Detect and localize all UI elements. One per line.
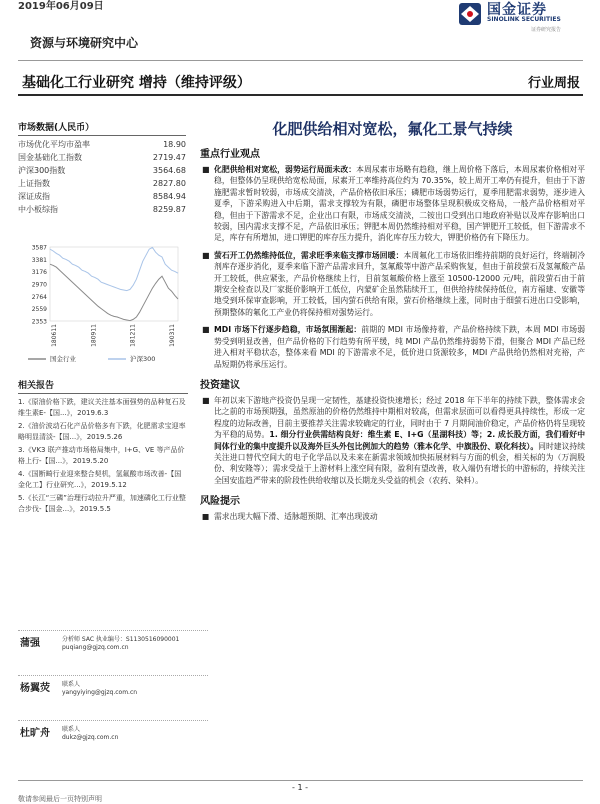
market-data-panel bbox=[18, 120, 186, 216]
market-data-value: 2827.80 bbox=[152, 179, 186, 188]
analyst-entry bbox=[18, 630, 208, 675]
x-tick-label: 190311 bbox=[169, 324, 176, 347]
paragraph-investment bbox=[200, 395, 585, 486]
market-data-label: 国金基础化工指数 bbox=[18, 153, 82, 162]
market-data-row bbox=[18, 203, 186, 216]
report-title: 基础化工行业研究 增持（维持评级） bbox=[22, 75, 251, 91]
y-tick-label: 2353 bbox=[31, 318, 47, 326]
paragraph-lead: MDI 市场下行逐步趋稳，市场氛围渐起： bbox=[214, 325, 362, 335]
market-data-row bbox=[18, 177, 186, 190]
legend-label: 沪深300 bbox=[130, 355, 156, 363]
bullet-icon: ■ bbox=[202, 512, 210, 522]
header-divider bbox=[18, 60, 583, 61]
analyst-email[interactable]: puqiang@gjzq.com.cn bbox=[62, 644, 129, 651]
article-title: 化肥供给相对宽松，氟化工景气持续 bbox=[272, 120, 513, 138]
y-tick-label: 3176 bbox=[31, 269, 47, 277]
related-reports-heading: 相关报告 bbox=[18, 378, 188, 394]
market-data-row bbox=[18, 190, 186, 203]
related-reports bbox=[18, 378, 188, 517]
risk-text: 需求出现大幅下滑、适脉超预期、汇率出现波动 bbox=[214, 512, 378, 522]
market-data-label: 深证成指 bbox=[18, 192, 50, 201]
report-date: 2019年06月09日 bbox=[18, 1, 104, 12]
index-line-chart bbox=[18, 243, 188, 368]
section-heading: 重点行业观点 bbox=[200, 149, 260, 160]
market-data-value: 2719.47 bbox=[152, 153, 186, 162]
disclaimer: 敬请参阅最后一页特别声明 bbox=[18, 795, 102, 803]
plot-frame bbox=[50, 247, 178, 321]
market-data-value: 8259.87 bbox=[152, 205, 186, 214]
market-data-row bbox=[18, 138, 186, 151]
market-data-label: 沪深300指数 bbox=[18, 166, 66, 175]
logo-cn: 国金证券 bbox=[487, 2, 547, 18]
x-tick-label: 180611 bbox=[51, 324, 58, 347]
market-data-label: 中小板综指 bbox=[18, 205, 58, 214]
market-data-row bbox=[18, 151, 186, 164]
department: 资源与环境研究中心 bbox=[30, 36, 139, 50]
related-report-item[interactable]: 5.《长江“三磷”治理行动拉升严重，加速磷化工行业整合步伐-【国金...》，2019.5.5 bbox=[18, 494, 186, 513]
paragraph-fluorite bbox=[200, 250, 585, 318]
main-content bbox=[200, 118, 585, 522]
company-logo bbox=[455, 0, 585, 40]
paragraph-body: 本周尿素市场略有趋稳，继上周价格下落后，本周尿素价格相对平稳，但整体仍呈现供给宽松局面，尿素开工率维持高位约为 70.35%，较上周开工率仍有提升，但由于下游施肥需求暂时较弱，市场成交清淡，产品价格依旧承压；磷肥市场弱势运行，夏季用肥需求弱势，逐步进入夏季，下游采购进入中后期，需求支撑较为有限，磷肥市场整体呈现积极成交格局，一般产品价格相对平稳，但由于下游需求不足，企业出口有限，市场成交清淡，二铵出口受到出口地政府补贴以及库存影响出口较弱，国内需求支撑不足，产品依旧承压；钾肥本周仍然维持相对平稳，国产钾肥开工较低，但下游需求不足，库存有所增加，进口钾肥的库存压力提升，消化库存压力较大，钾肥价格仍有下降压力。 bbox=[214, 165, 585, 243]
related-report-item[interactable]: 2.《油价波动石化产品价格多有下跌，化肥需求宝迎率略明显清淡-【国...》，2019.5.26 bbox=[18, 422, 186, 441]
paragraph-highlight: 1. 细分行业供需结构良好：维生素 E、I+G（星湖科技）等；2. 成长股方面，我们看好中间体行业的集中度提升以及海外巨头外包比例加大的趋势（雅本化学、中旗股份、联化科技）。 bbox=[214, 430, 586, 451]
series-line-0 bbox=[50, 264, 178, 320]
related-report-item[interactable]: 1.《原油价格下跌，建议关注基本面强势的品种复石及维生素E-【国...》，2019.6.3 bbox=[18, 398, 186, 417]
related-report-item[interactable]: 3.《VK3 联产推动市场格局集中，I+G、VE 等产品价格上行-【国...》，2019.5.20 bbox=[18, 446, 185, 465]
logo-sub: 证券研究报告 bbox=[531, 27, 562, 33]
related-report-item[interactable]: 4.《国断畸行业迎来整合契机，氢氟酸市场改善-【国金化工】行业研究...》，2019.5.12 bbox=[18, 470, 182, 489]
y-tick-label: 2764 bbox=[31, 293, 47, 301]
x-tick-label: 181211 bbox=[129, 324, 137, 347]
bullet-icon: ■ bbox=[202, 165, 210, 174]
analyst-entry bbox=[18, 720, 208, 765]
analyst-role: 联系人 bbox=[62, 681, 81, 688]
analyst-entry bbox=[18, 675, 208, 720]
bullet-icon: ■ bbox=[202, 250, 210, 260]
legend-label: 国金行业 bbox=[50, 355, 76, 363]
analyst-role: 联系人 bbox=[62, 726, 81, 733]
x-tick-label: 180911 bbox=[90, 324, 98, 347]
y-tick-label: 3587 bbox=[31, 244, 47, 252]
bullet-icon: ■ bbox=[202, 395, 210, 405]
y-tick-label: 3381 bbox=[31, 256, 47, 264]
market-data-heading: 市场数据(人民币） bbox=[18, 120, 186, 136]
analyst-email[interactable]: dukz@gjzq.com.cn bbox=[62, 734, 119, 741]
section-heading: 风险提示 bbox=[200, 496, 240, 508]
bullet-icon: ■ bbox=[202, 325, 210, 335]
section-heading: 投资建议 bbox=[200, 379, 240, 391]
market-data-value: 8584.94 bbox=[152, 192, 186, 201]
paragraph-body: 年初以来下游地产投资仍呈现一定韧性，基建投资快速增长；经过 2018 年下半年的持续下跌，整体需求会比之前的市场预期强，虽然原油的价格仍然维持中期相对较高，但需求层面可以看得更具持续性，形成一定程度的边际改善，目前主要推荐关注需求较确定的行业，同时由于 7 月期间油价稳定，产品价格仍将呈现较为平稳的局势。 bbox=[214, 395, 585, 440]
analyst-email[interactable]: yangyiying@gjzq.com.cn bbox=[62, 689, 138, 696]
paragraph-body: 同时建议持续关注进口替代空间大的电子化学品以及未来在新需求领域加快拓展材料与方面的机会，相关标的为（万润股份、利安隆等）；需求受益于上游材料上涨空间有限，盈利有望改善，收入端仍有增长的中游标的，持续关注全国安监趋严带来的阶段性供给收缩以及长期龙头受益的机会（农药、染料）。 bbox=[214, 441, 585, 485]
market-data-value: 18.90 bbox=[163, 140, 186, 149]
report-type: 行业周报 bbox=[527, 76, 580, 91]
series-line-1 bbox=[50, 247, 178, 290]
risk-item bbox=[200, 511, 585, 522]
y-tick-label: 2970 bbox=[31, 281, 47, 289]
analyst-name: 蒲强 bbox=[20, 638, 40, 649]
paragraph-lead: 化肥供给相对宽松，弱势运行局面未改： bbox=[214, 165, 357, 174]
paragraph-mdi bbox=[200, 324, 585, 370]
header-divider-bold bbox=[18, 94, 583, 96]
y-tick-label: 2559 bbox=[31, 306, 47, 314]
page-number: - 1 - bbox=[292, 783, 308, 792]
footer-divider bbox=[18, 780, 583, 781]
paragraph-body: 本周氟化工市场依旧维持前期的良好运行，终端制冷剂库存逐步消化，夏季来临下游产品需求回升，氢氟酸等中游产品采购恢复，但由于前段萤石及氢氟酸产品开工较低，供应紧张，产品价格继续上行，目前氢氟酸价格上涨至 10500-12000 元/吨，前段萤石由于前期安全检查以及厂家挺价影响开工低位，内蒙矿企虽然陆续开工，但供给持续保持低位，南方福建、安徽等地受到环保审查影响，开工较低，国内萤石供给有限，萤石价格继续上涨，同时由于细萤石进出口受影响，预期整体的氟化工产业仍将保持相对强势运行。 bbox=[214, 250, 586, 317]
market-data-row bbox=[18, 164, 186, 177]
market-data-value: 3564.68 bbox=[152, 166, 186, 175]
paragraph-fertilizer bbox=[200, 164, 585, 244]
analyst-list bbox=[18, 630, 208, 765]
analyst-name: 杨翼荧 bbox=[20, 683, 50, 694]
logo-en: SINOLINK SECURITIES bbox=[487, 16, 561, 23]
analyst-name: 杜旷舟 bbox=[20, 728, 50, 739]
paragraph-body: 前期的 MDI 市场像持着，产品价格持续下跌，本周 MDI 市场弱势受到明显改善，但产品价格的下行趋势有所平缓，纯 MDI 产品仍然维持弱势下滑，但聚合 MDI 产品已经进入相对平稳状态，整体来看 MDI 的下游需求不足，低价进口货源较多，MDI 产品供给仍然相对充裕，产品短期仍将承压运行。 bbox=[214, 325, 585, 369]
paragraph-lead: 萤石开工仍然维持低位，需求旺季来临支撑市场回暖： bbox=[214, 250, 404, 260]
market-data-rows bbox=[18, 138, 186, 216]
sinolink-logo-icon bbox=[455, 0, 485, 28]
analyst-role: 分析师 SAC 执业编号：S1130516090001 bbox=[62, 636, 180, 643]
market-data-label: 上证指数 bbox=[18, 179, 50, 188]
market-data-label: 市场优化平均市盈率 bbox=[18, 140, 90, 149]
